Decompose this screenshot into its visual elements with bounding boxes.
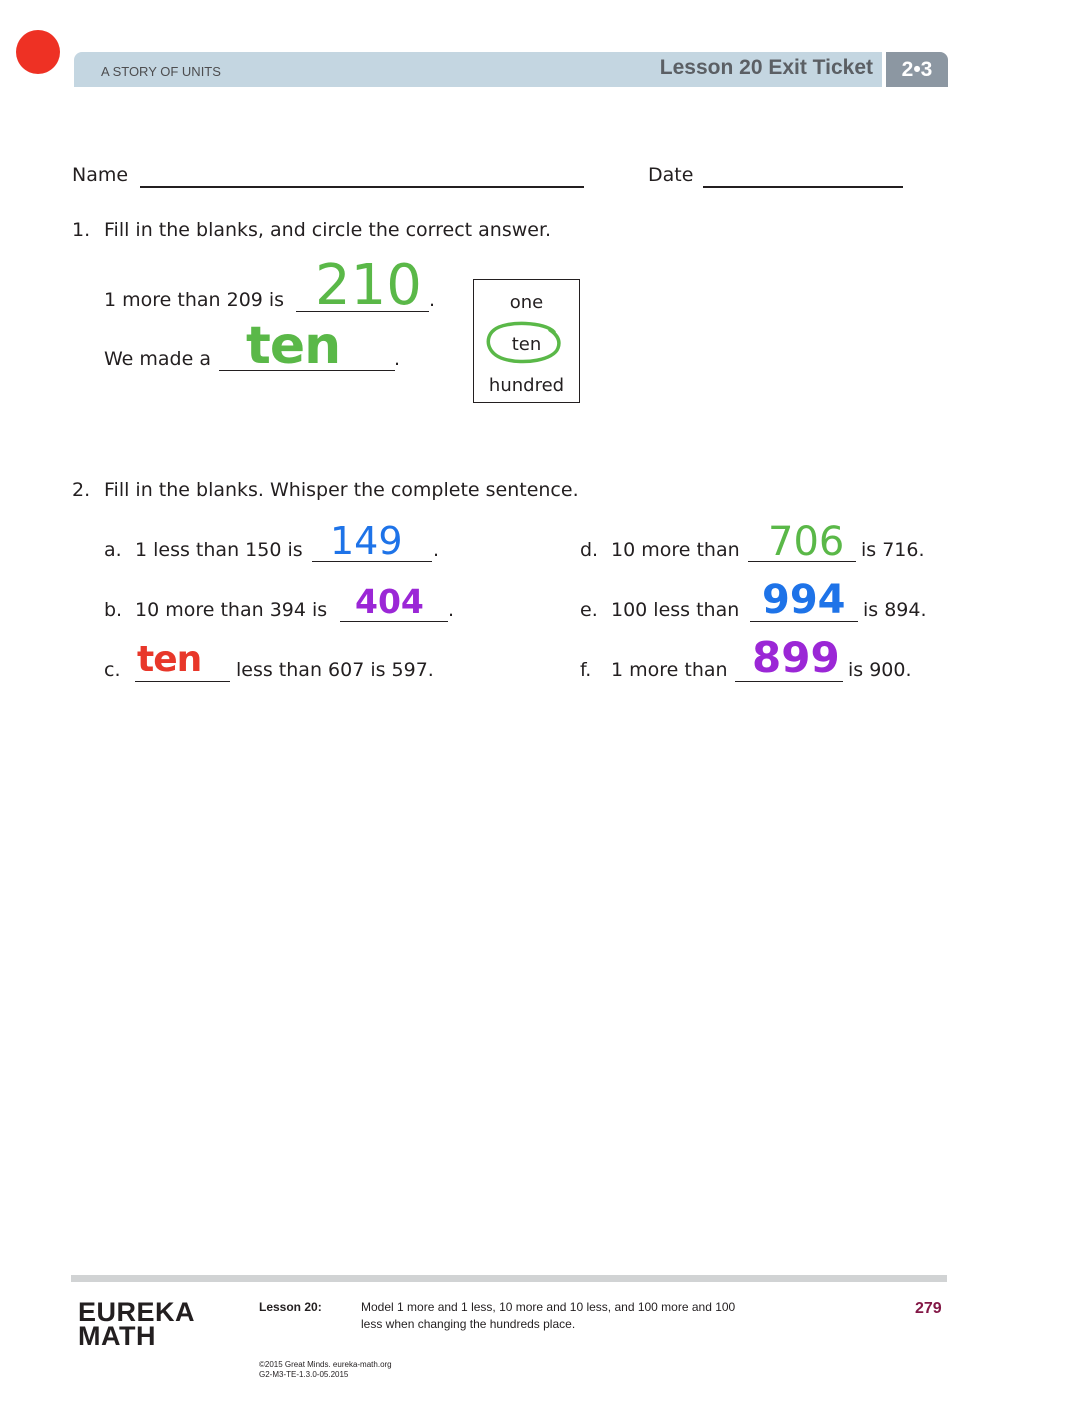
q2b-blank[interactable] xyxy=(340,621,448,622)
lesson-title: Lesson 20 Exit Ticket xyxy=(659,56,873,79)
q2e-answer-handwritten: 994 xyxy=(762,577,846,623)
q2-prompt: Fill in the blanks. Whisper the complete sentence. xyxy=(104,479,579,501)
lesson-description-line2: less when changing the hundreds place. xyxy=(361,1317,576,1331)
name-label: Name xyxy=(72,164,129,186)
q2b-text: 10 more than 394 is xyxy=(135,599,328,621)
q2a-letter: a. xyxy=(104,539,122,561)
q2f-answer-handwritten: 899 xyxy=(752,633,840,682)
eureka-math-logo: EUREKA MATH xyxy=(78,1297,196,1351)
q2-number: 2. xyxy=(72,479,91,501)
page-number: 279 xyxy=(915,1300,942,1317)
lesson-label: Lesson 20: xyxy=(259,1300,322,1314)
grade-module-badge: 2•3 xyxy=(886,52,948,87)
footer-rule xyxy=(71,1275,947,1282)
copyright: ©2015 Great Minds. eureka-math.org xyxy=(259,1360,392,1369)
q2c-blank[interactable] xyxy=(135,681,230,682)
q1-line1-text: 1 more than 209 is xyxy=(104,289,285,311)
q1-prompt: Fill in the blanks, and circle the correct answer. xyxy=(104,219,552,241)
q2c-letter: c. xyxy=(104,659,121,681)
name-field-line[interactable] xyxy=(140,186,584,188)
choice-ten[interactable]: ten xyxy=(511,334,542,355)
q2f-letter: f. xyxy=(580,659,592,681)
series-label: A STORY OF UNITS xyxy=(101,64,221,79)
q2f-text: 1 more than xyxy=(611,659,728,681)
q1-line2-answer-handwritten: ten xyxy=(246,316,341,376)
q1-line2-text: We made a xyxy=(104,348,211,370)
q2e-letter: e. xyxy=(580,599,598,621)
date-label: Date xyxy=(648,164,694,186)
choice-one[interactable]: one xyxy=(509,292,544,313)
q2c-text: less than 607 is 597. xyxy=(236,659,434,681)
q1-answer-handwritten: 210 xyxy=(315,253,422,318)
q2a-answer-handwritten: 149 xyxy=(330,519,403,563)
q2d-answer-handwritten: 706 xyxy=(768,519,845,565)
q2b-answer-handwritten: 404 xyxy=(355,582,424,621)
choice-hundred[interactable]: hundred xyxy=(488,375,565,396)
document-code: G2-M3-TE-1.3.0-05.2015 xyxy=(259,1370,349,1379)
lesson-description-line1: Model 1 more and 1 less, 10 more and 10 less, and 100 more and 100 xyxy=(361,1300,736,1314)
red-dot-marker xyxy=(16,30,60,74)
q2e-text: 100 less than xyxy=(611,599,740,621)
q2c-answer-handwritten: ten xyxy=(137,639,202,680)
q1-number: 1. xyxy=(72,219,91,241)
q2a-text: 1 less than 150 is xyxy=(135,539,303,561)
q2d-letter: d. xyxy=(580,539,599,561)
q2d-text: 10 more than xyxy=(611,539,740,561)
answer-circle-mark xyxy=(484,318,564,368)
q2b-letter: b. xyxy=(104,599,123,621)
date-field-line[interactable] xyxy=(703,186,903,188)
